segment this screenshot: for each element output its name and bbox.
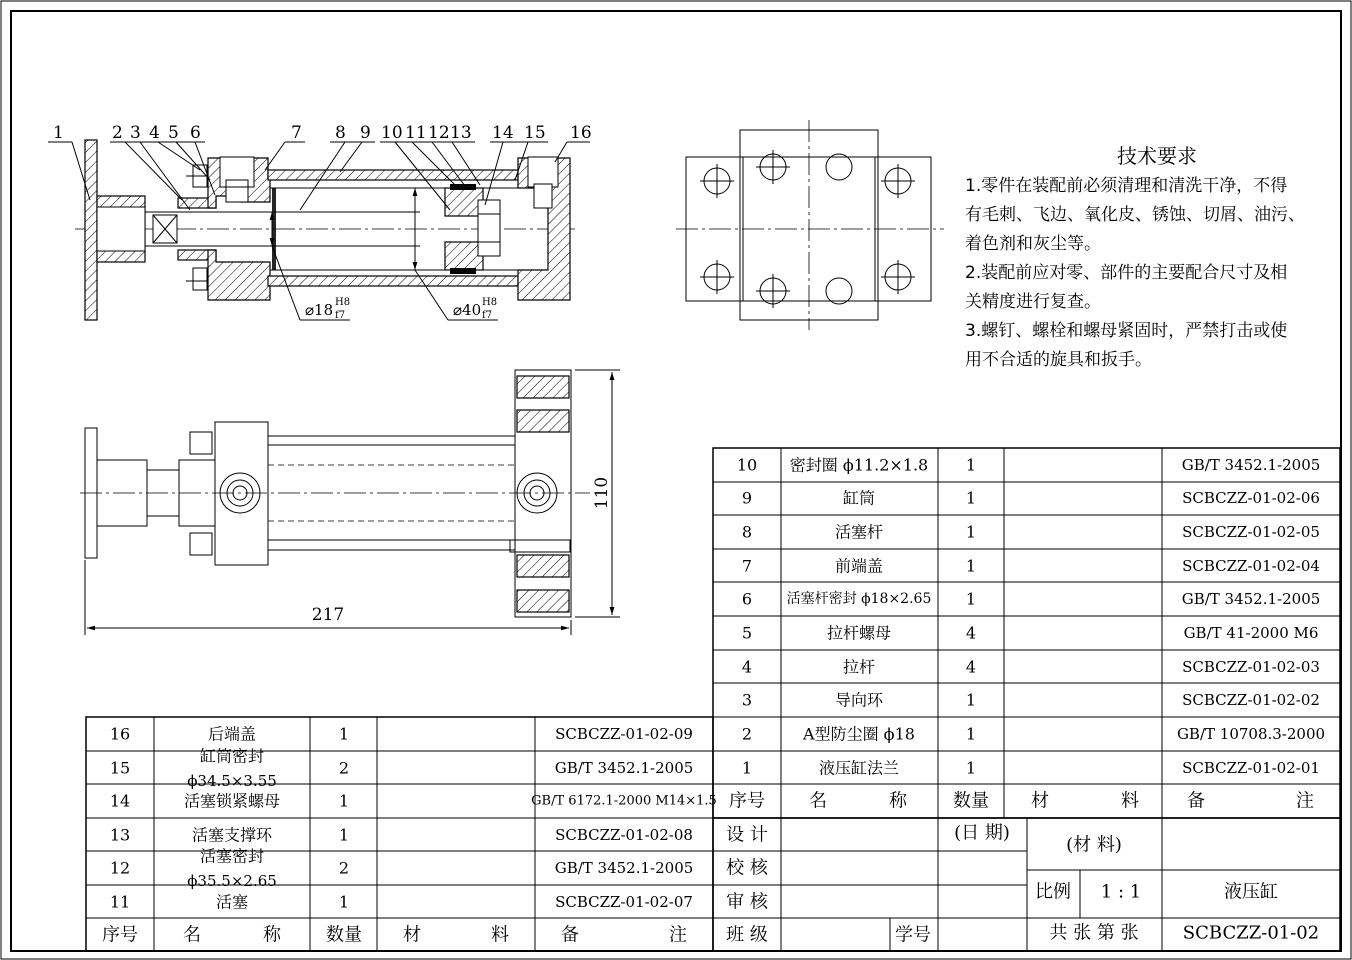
bom-note: GB/T 3452.1-2005 — [1181, 456, 1321, 474]
balloon-9: 9 — [360, 123, 371, 143]
bom-right-header — [729, 791, 1314, 812]
bom-no: 3 — [741, 690, 753, 710]
bom-row — [110, 792, 717, 811]
header-name-a: 名 — [183, 924, 201, 946]
header-note-a: 备 — [1187, 790, 1205, 812]
bom-row — [110, 826, 693, 845]
tech-req-line: 1.零件在装配前必须清理和清洗干净，不得 — [965, 176, 1288, 196]
tech-requirements-body — [965, 172, 1335, 375]
bom-row — [742, 759, 1320, 778]
bom-qty: 1 — [338, 825, 350, 845]
bom-no: 12 — [109, 858, 131, 878]
bom-no: 16 — [109, 724, 131, 744]
header-qty: 数量 — [326, 924, 362, 946]
balloon-5: 5 — [168, 123, 179, 143]
header-note-a: 备 — [561, 924, 579, 946]
header-name-b: 称 — [889, 790, 907, 812]
bom-note: SCBCZZ-01-02-02 — [1182, 691, 1320, 709]
bom-qty: 1 — [338, 791, 350, 811]
bom-no: 4 — [741, 657, 753, 677]
bom-name-size: ϕ34.5×3.55 — [187, 772, 277, 790]
dim-d18-upper: H8 — [335, 297, 351, 308]
tech-req-line: 有毛刺、飞边、氧化皮、锈蚀、切屑、油污、 — [965, 205, 1305, 225]
bom-note: SCBCZZ-01-02-01 — [1182, 759, 1320, 777]
bom-row — [737, 456, 1320, 475]
bom-note: GB/T 6172.1-2000 M14×1.5 — [531, 793, 717, 809]
balloon-4: 4 — [149, 123, 160, 143]
bom-no: 10 — [736, 455, 758, 475]
header-mat-a: 材 — [1031, 790, 1049, 812]
bom-note: SCBCZZ-01-02-03 — [1182, 658, 1320, 676]
bom-qty: 1 — [965, 589, 977, 609]
bom-row — [742, 557, 1320, 576]
bom-name: 缸筒密封 — [199, 746, 265, 766]
bom-row — [742, 691, 1320, 710]
bom-name: 拉杆 — [842, 657, 876, 677]
label-class: 班 级 — [726, 924, 768, 946]
bom-name: 活塞杆 — [834, 522, 884, 542]
bom-no: 6 — [741, 589, 753, 609]
bom-row — [110, 725, 693, 744]
header-note-b: 注 — [1296, 790, 1314, 812]
header-mat-b: 料 — [1121, 790, 1139, 812]
bom-name: 前端盖 — [834, 556, 884, 576]
dim-d40: ⌀40 — [453, 301, 482, 319]
label-check: 校 核 — [726, 857, 768, 879]
balloon-6: 6 — [190, 123, 201, 143]
dim-d18: ⌀18 — [305, 301, 334, 319]
dim-d40-upper: H8 — [482, 297, 498, 308]
tech-req-line: 3.螺钉、螺栓和螺母紧固时，严禁打击或使 — [965, 321, 1288, 341]
bom-name: 液压缸法兰 — [818, 758, 900, 778]
bom-no: 2 — [741, 724, 753, 744]
header-name-b: 称 — [263, 924, 281, 946]
bom-no: 11 — [109, 892, 131, 912]
bom-qty: 4 — [965, 657, 977, 677]
bom-qty: 1 — [965, 455, 977, 475]
balloon-1: 1 — [53, 123, 64, 143]
bom-row — [742, 624, 1319, 643]
balloon-11: 11 — [405, 123, 427, 143]
bom-qty: 1 — [965, 690, 977, 710]
dim-length: 217 — [311, 605, 345, 625]
label-date: (日 期) — [954, 822, 1010, 844]
bom-no: 5 — [741, 623, 753, 643]
bom-qty: 1 — [965, 488, 977, 508]
label-sheets: 共 张 第 张 — [1049, 922, 1139, 944]
bom-qty: 1 — [965, 522, 977, 542]
header-qty: 数量 — [953, 790, 989, 812]
balloon-12: 12 — [428, 123, 450, 143]
bom-row — [742, 523, 1320, 542]
balloon-8: 8 — [335, 123, 346, 143]
bom-name: 拉杆螺母 — [826, 623, 892, 643]
dim-d18-lower: f7 — [335, 310, 346, 321]
bom-name: 活塞 — [215, 892, 249, 912]
tech-req-line: 2.装配前应对零、部件的主要配合尺寸及相 — [965, 263, 1288, 283]
balloon-numbers — [53, 123, 592, 143]
bom-name: 密封圈 ϕ11.2×1.8 — [789, 455, 929, 475]
bom-no: 15 — [109, 758, 131, 778]
bom-name: 活塞密封 — [199, 846, 265, 866]
drawing-number: SCBCZZ-01-02 — [1182, 922, 1320, 944]
header-name-a: 名 — [809, 790, 827, 812]
label-student-no: 学号 — [895, 924, 931, 946]
bom-qty: 1 — [338, 892, 350, 912]
bom-qty: 1 — [965, 758, 977, 778]
bom-name: 后端盖 — [207, 724, 257, 744]
balloon-14: 14 — [492, 123, 514, 143]
tech-req-line: 用不合适的旋具和扳手。 — [965, 350, 1152, 370]
dim-height: 110 — [592, 476, 612, 510]
bom-note: SCBCZZ-01-02-05 — [1182, 523, 1320, 541]
balloon-3: 3 — [130, 123, 141, 143]
bom-note: SCBCZZ-01-02-07 — [555, 893, 693, 911]
bom-no: 1 — [741, 758, 753, 778]
bom-left-rows — [102, 725, 717, 946]
bom-name: 缸筒 — [842, 488, 876, 508]
bom-note: SCBCZZ-01-02-08 — [555, 826, 693, 844]
header-mat-a: 材 — [403, 924, 421, 946]
bom-note: SCBCZZ-01-02-06 — [1182, 489, 1320, 507]
bom-row — [742, 590, 1320, 609]
bom-no: 7 — [741, 556, 753, 576]
tech-req-line: 关精度进行复查。 — [965, 292, 1101, 312]
header-mat-b: 料 — [491, 924, 509, 946]
bom-qty: 1 — [965, 724, 977, 744]
bom-row — [110, 747, 693, 791]
bom-row — [742, 658, 1320, 677]
balloon-13: 13 — [450, 123, 472, 143]
bom-row — [742, 725, 1325, 744]
bom-name: 活塞支撑环 — [191, 825, 273, 845]
bom-name: 活塞杆密封 ϕ18×2.65 — [786, 591, 932, 607]
bom-qty: 1 — [965, 556, 977, 576]
bom-qty: 2 — [338, 758, 350, 778]
label-scale: 比例 — [1035, 881, 1071, 903]
header-no: 序号 — [729, 790, 765, 812]
bom-name: 导向环 — [834, 690, 884, 710]
header-note-b: 注 — [669, 924, 687, 946]
bom-row — [110, 847, 693, 891]
bom-qty: 1 — [338, 724, 350, 744]
bom-note: GB/T 3452.1-2005 — [554, 859, 694, 877]
bom-no: 9 — [741, 488, 753, 508]
bom-row — [110, 893, 693, 912]
bom-no: 13 — [109, 825, 131, 845]
tech-requirements-title: 技术要求 — [1117, 144, 1197, 168]
scale-value: 1 : 1 — [1100, 881, 1142, 903]
dim-d40-lower: f7 — [482, 310, 493, 321]
bom-note: GB/T 10708.3-2000 — [1176, 725, 1326, 743]
balloon-2: 2 — [112, 123, 123, 143]
bom-note: SCBCZZ-01-02-04 — [1182, 557, 1320, 575]
balloon-10: 10 — [381, 123, 403, 143]
bom-name: 活塞锁紧螺母 — [183, 791, 281, 811]
bom-no: 8 — [741, 522, 753, 542]
tech-req-line: 着色剂和灰尘等。 — [965, 234, 1101, 254]
bom-row — [742, 489, 1320, 508]
bom-name-size: ϕ35.5×2.65 — [187, 872, 277, 890]
bom-no: 14 — [109, 791, 131, 811]
bom-note: GB/T 3452.1-2005 — [1181, 590, 1321, 608]
header-no: 序号 — [102, 924, 138, 946]
label-material: (材 料) — [1066, 834, 1122, 856]
balloon-16: 16 — [570, 123, 592, 143]
bom-note: SCBCZZ-01-02-09 — [555, 725, 693, 743]
bom-name: A型防尘圈 ϕ18 — [803, 724, 915, 744]
bom-qty: 2 — [338, 858, 350, 878]
label-review: 审 核 — [726, 891, 768, 913]
part-name: 液压缸 — [1224, 881, 1278, 903]
bom-right-rows — [729, 456, 1325, 812]
bom-note: GB/T 41-2000 M6 — [1183, 624, 1319, 642]
front-view — [80, 370, 620, 635]
bom-left-header — [102, 925, 687, 946]
balloon-7: 7 — [291, 123, 302, 143]
bom-qty: 4 — [965, 623, 977, 643]
bom-note: GB/T 3452.1-2005 — [554, 759, 694, 777]
title-block — [726, 823, 1319, 946]
balloon-15: 15 — [524, 123, 546, 143]
end-view — [676, 120, 944, 330]
label-design: 设 计 — [726, 824, 768, 846]
